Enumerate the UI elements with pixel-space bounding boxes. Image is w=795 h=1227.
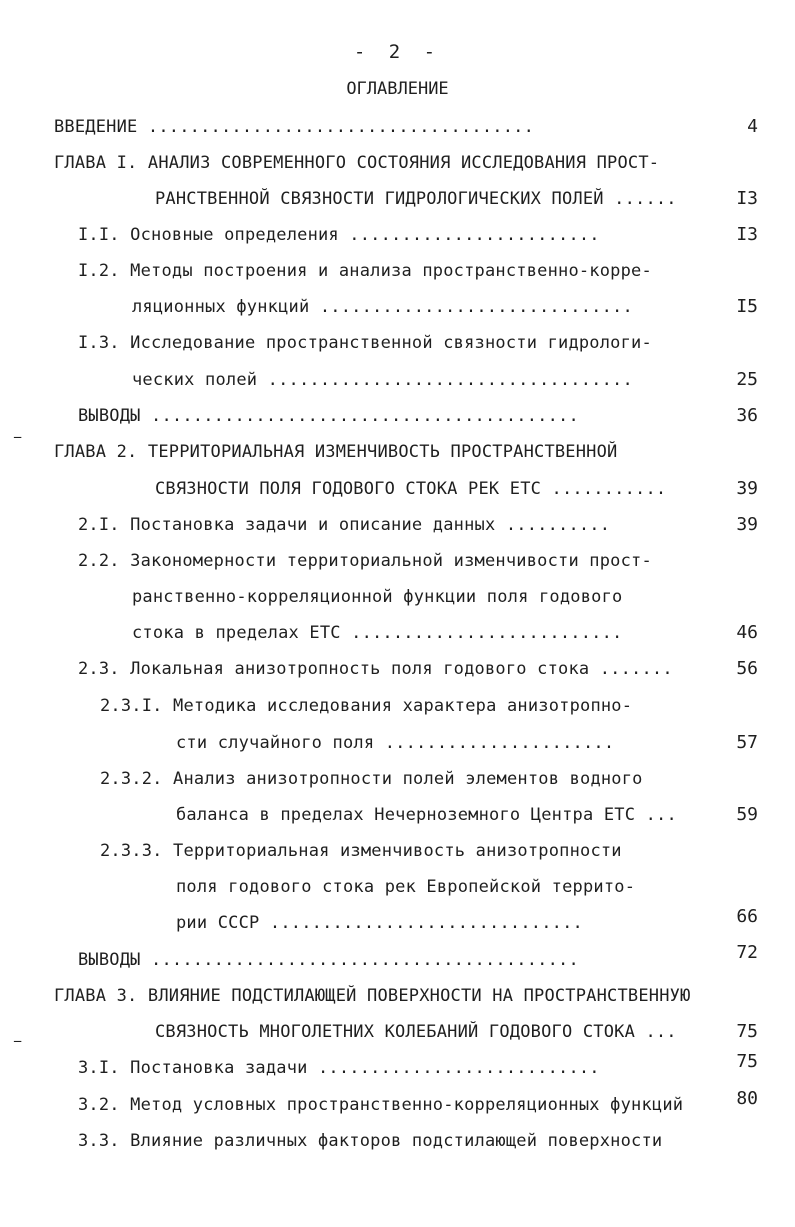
toc-section-2-3-2-line2: баланса в пределах Нечерноземного Центра ЕТС ... (176, 805, 677, 825)
toc-chapter-3-line2: СВЯЗНОСТЬ МНОГОЛЕТНИХ КОЛЕБАНИЙ ГОДОВОГО СТОКА ... (155, 1022, 677, 1042)
toc-section-1-3-line2: ческих полей ................................... (132, 370, 633, 390)
toc-section-1-3-page: 25 (736, 369, 758, 390)
page-title: ОГЛАВЛЕНИЕ (346, 79, 449, 99)
toc-section-2-3-page: 56 (736, 658, 758, 679)
scan-mark: ـ (14, 1031, 22, 1045)
toc-section-2-3-2-page: 59 (736, 804, 758, 825)
toc-intro: ВВЕДЕНИЕ ..................................... (54, 117, 535, 137)
toc-chapter-2-conclusions: ВЫВОДЫ ......................................... (78, 950, 579, 970)
toc-section-2-3-1-line2: сти случайного поля ...................... (176, 733, 615, 753)
toc-chapter-3-page: 75 (736, 1021, 758, 1042)
toc-section-2-2-line1: 2.2. Закономерности территориальной изменчивости прост- (78, 551, 652, 571)
toc-section-2-3: 2.3. Локальная анизотропность поля годового стока ....... (78, 659, 673, 679)
toc-section-1-1-page: I3 (736, 224, 758, 245)
toc-chapter-3-line1: ГЛАВА 3. ВЛИЯНИЕ ПОДСТИЛАЮЩЕЙ ПОВЕРХНОСТИ НА ПРОСТРАНСТВЕННУЮ (54, 986, 691, 1006)
toc-section-1-1: I.I. Основные определения ........................ (78, 225, 600, 245)
toc-chapter-1-conclusions: ВЫВОДЫ ......................................... (78, 406, 579, 426)
toc-section-2-3-3-line2: поля годового стока рек Европейской террито- (176, 877, 636, 897)
toc-chapter-2-line1: ГЛАВА 2. ТЕРРИТОРИАЛЬНАЯ ИЗМЕНЧИВОСТЬ ПРОСТРАНСТВЕННОЙ (54, 442, 618, 462)
toc-section-2-2-line3: стока в пределах ЕТС .......................... (132, 623, 623, 643)
toc-section-2-3-1-page: 57 (736, 732, 758, 753)
scan-mark: ـ (14, 427, 22, 441)
toc-section-2-2-line2: ранственно-корреляционной функции поля годового (132, 587, 623, 607)
toc-section-2-1: 2.I. Постановка задачи и описание данных .......... (78, 515, 611, 535)
page-number-header: - 2 - (353, 41, 442, 63)
toc-section-3-2-page: 80 (736, 1088, 758, 1109)
toc-section-2-3-3-line3: рии СССР .............................. (176, 913, 583, 933)
toc-chapter-1-line2: РАНСТВЕННОЙ СВЯЗНОСТИ ГИДРОЛОГИЧЕСКИХ ПОЛЕЙ ...... (155, 189, 677, 209)
toc-chapter-1-conclusions-page: 36 (736, 405, 758, 426)
toc-chapter-2-line2: СВЯЗНОСТИ ПОЛЯ ГОДОВОГО СТОКА РЕК ЕТС ........... (155, 479, 667, 499)
toc-section-2-3-3-line1: 2.3.3. Территориальная изменчивость анизотропности (100, 841, 622, 861)
toc-section-3-1-page: 75 (736, 1051, 758, 1072)
toc-section-1-2-line2: ляционных функций .............................. (132, 297, 633, 317)
toc-section-3-1: 3.I. Постановка задачи ........................... (78, 1058, 600, 1078)
toc-chapter-1-page: I3 (736, 188, 758, 209)
toc-section-3-2: 3.2. Метод условных пространственно-корреляционных функций (78, 1095, 684, 1115)
toc-section-1-2-page: I5 (736, 296, 758, 317)
toc-chapter-2-page: 39 (736, 478, 758, 499)
toc-intro-page: 4 (747, 116, 758, 137)
toc-chapter-2-conclusions-page: 72 (736, 942, 758, 963)
toc-section-2-1-page: 39 (736, 514, 758, 535)
toc-section-1-3-line1: I.3. Исследование пространственной связности гидрологи- (78, 333, 652, 353)
toc-chapter-1-line1: ГЛАВА I. АНАЛИЗ СОВРЕМЕННОГО СОСТОЯНИЯ ИССЛЕДОВАНИЯ ПРОСТ- (54, 153, 660, 173)
toc-section-1-2-line1: I.2. Методы построения и анализа пространственно-корре- (78, 261, 652, 281)
toc-section-2-2-page: 46 (736, 622, 758, 643)
toc-section-2-3-2-line1: 2.3.2. Анализ анизотропности полей элементов водного (100, 769, 643, 789)
toc-section-3-3: 3.3. Влияние различных факторов подстилающей поверхности (78, 1131, 663, 1151)
toc-section-2-3-3-page: 66 (736, 906, 758, 927)
toc-section-2-3-1-line1: 2.3.I. Методика исследования характера анизотропно- (100, 696, 633, 716)
